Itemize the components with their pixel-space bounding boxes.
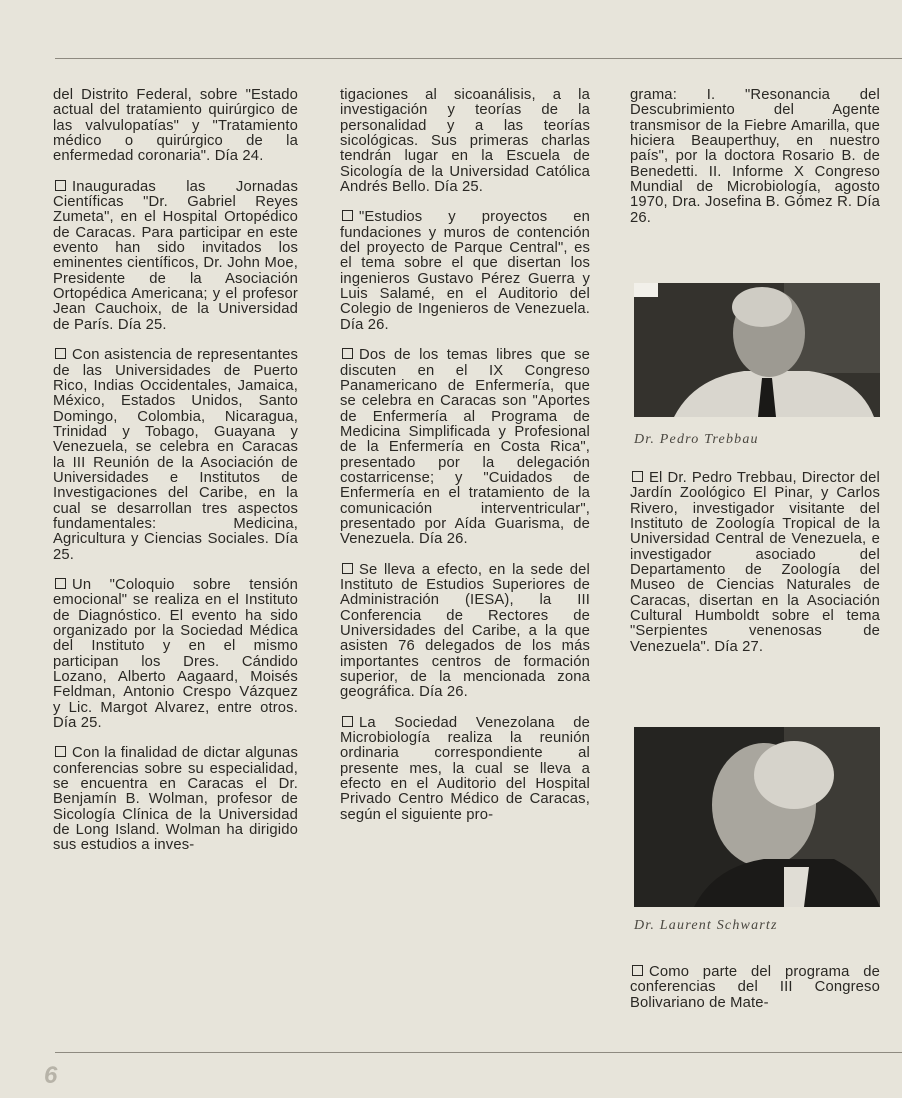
bottom-rule [55,1052,902,1053]
paragraph: Se lleva a efecto, en la sede del Instituto de Estudios Superiores de Administración (IESA), la III Conferencia de Rectores de Universidades del Caribe, a la que asisten 76 delegados de los más importantes centros de formación superior, de la mencionada zona geográfica. Día 26. [340,561,590,701]
photo-caption: Dr. Laurent Schwartz [634,918,778,933]
paragraph: del Distrito Federal, sobre "Estado actual del tratamiento quirúrgico de las valvulopatías" y "Tratamiento médico o quirúrgico de la enfermedad coronaria". Día 24. [53,87,298,165]
bullet-box-icon [342,563,353,574]
paragraph: Con asistencia de representantes de las Universidades de Puerto Rico, Indias Occidentales, Jamaica, México, Estados Unidos, Santo Domingo, Colombia, Nicaragua, Trinidad y Tobago, Guayana y Venezuela, se celebra en Caracas la III Reunión de la Asociación de Universidades e Institutos de Investigaciones del Caribe, en la cual se desarrollan tres aspectos fundamentales: Medicina, Agricultura y Ciencias Sociales. Día 25. [53,347,298,563]
paragraph: "Estudios y proyectos en fundaciones y muros de contención del proyecto de Parque Central", es el tema sobre el que disertan los ingenieros Gustavo Pérez Guerra y Luis Salamé, en el Auditorio del Colegio de Ingenieros de Venezuela. Día 26. [340,209,590,333]
paragraph: Inauguradas las Jornadas Científicas "Dr. Gabriel Reyes Zumeta", en el Hospital Ortopédico de Caracas. Para participar en este evento han sido invitados los eminentes científicos, Dr. John Moe, Presidente de la Asociación Ortopédica Americana; y el profesor Jean Cauchoix, de la Universidad de París. Día 25. [53,178,298,333]
bullet-box-icon [632,965,643,976]
paragraph: grama: I. "Resonancia del Descubrimiento del Agente transmisor de la Fiebre Amarilla, que hiciera Beauperthuy, en nuestro país", por la doctora Rosario B. de Benedetti. II. Informe X Congreso Mundial de Microbiología, agosto 1970, Dra. Josefina B. Gómez R. Día 26. [630,87,880,226]
portrait-figure-icon [634,283,880,417]
bullet-box-icon [342,716,353,727]
bullet-box-icon [55,746,66,757]
top-rule [55,58,902,59]
column-2 [340,88,590,838]
bullet-box-icon [55,578,66,589]
paragraph: tigaciones al sicoanálisis, a la investigación y teorías de la personalidad y a las teorías sicológicas. Sus primeras charlas tendrán lugar en la Escuela de Sicología de la Universidad Católica Andrés Bello. Día 25. [340,87,590,196]
paragraph: El Dr. Pedro Trebbau, Director del Jardín Zoológico El Pinar, y Carlos Rivero, investigador visitante del Instituto de Zoología Tropical de la Universidad Central de Venezuela, e investigador asociado del Departamento de Zoología del Museo de Ciencias Naturales de Caracas, disertan en la Asociación Cultural Humboldt sobre el tema "Serpientes venenosas de Venezuela". Día 27. [630,470,880,655]
photo-caption: Dr. Pedro Trebbau [634,432,759,447]
bullet-box-icon [632,471,643,482]
portrait-photo-trebbau [634,283,880,417]
bullet-box-icon [55,180,66,191]
paragraph: Con la finalidad de dictar algunas conferencias sobre su especialidad, se encuentra en Caracas el Dr. Benjamín B. Wolman, profesor de Sicología Clínica de la Universidad de Long Island. Wolman ha dirigido sus estudios a inves- [53,745,298,854]
column-1 [53,88,298,869]
paragraph: Dos de los temas libres que se discuten en el IX Congreso Panamericano de Enfermería, que se celebra en Caracas son "Aportes de Enfermería al Programa de Medicina Simplificada y Profesional de la Enfermería en Costa Rica", presentado por la delegación costarricense; y "Cuidados de Enfermería en el tratamiento de la comunicación interventricular", presentado por Aída Guarisma, de Venezuela. Día 26. [340,347,590,548]
column-3-end [630,965,880,1026]
paragraph: Como parte del programa de conferencias del III Congreso Bolivariano de Mate- [630,964,880,1011]
bullet-box-icon [342,348,353,359]
column-3 [630,88,880,241]
paragraph: La Sociedad Venezolana de Microbiología realiza la reunión ordinaria correspondiente al presente mes, la cual se lleva a efecto en el Auditorio del Hospital Privado Centro Médico de Caracas, según el siguiente pro- [340,714,590,823]
portrait-photo-schwartz [634,727,880,907]
bullet-box-icon [342,210,353,221]
portrait-figure-icon [634,727,880,907]
paragraph: Un "Coloquio sobre tensión emocional" se realiza en el Instituto de Diagnóstico. El evento ha sido organizado por la Sociedad Médica del Instituto y en el mismo participan los Dres. Cándido Lozano, Alberto Aagaard, Moisés Feldman, Antonio Crespo Vázquez y Lic. Margot Alvarez, entre otros. Día 25. [53,576,298,732]
page-number: 6 [44,1062,58,1089]
column-3-continued [630,471,880,670]
bullet-box-icon [55,348,66,359]
